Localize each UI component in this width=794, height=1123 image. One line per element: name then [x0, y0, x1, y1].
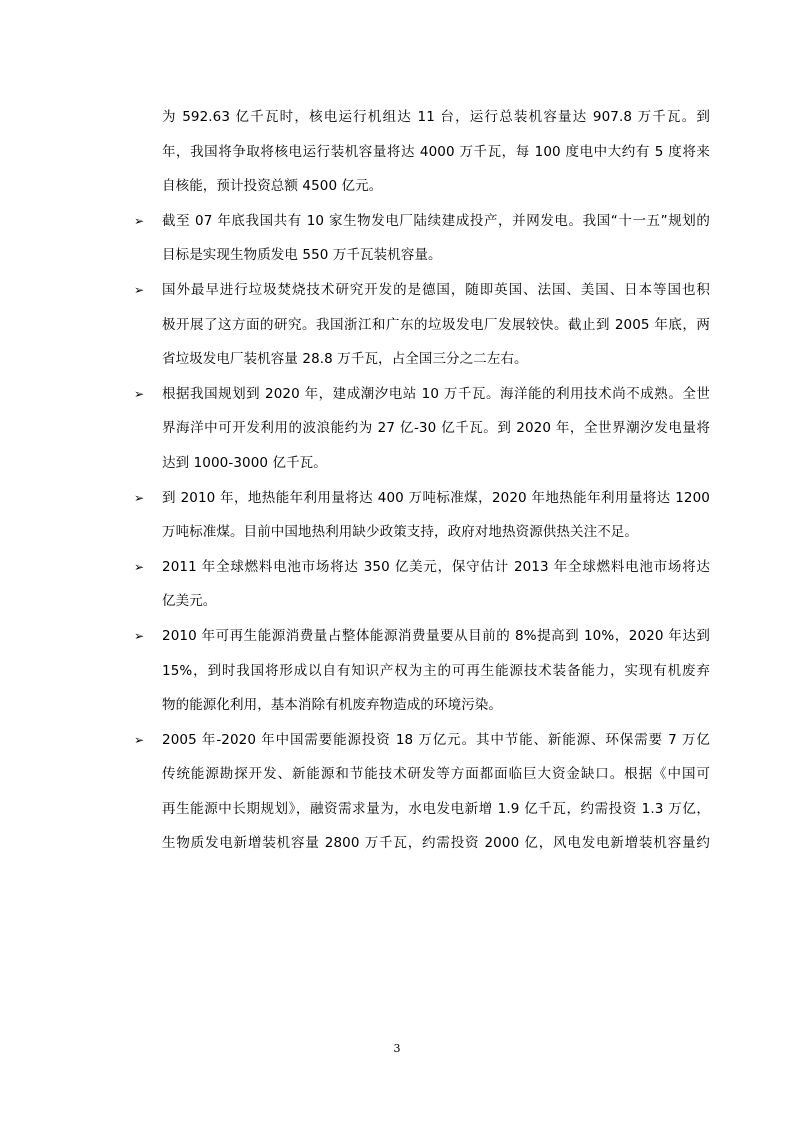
line-text: 到 2010 年，地热能年利用量将达 400 万吨标准煤，2020 年地热能年利用量将达 1200: [162, 489, 710, 506]
line-text: 2011 年全球燃料电池市场将达 350 亿美元，保守估计 2013 年全球燃料电池市场将达: [162, 558, 710, 575]
text-line: [130, 169, 710, 204]
line-text: 2005 年-2020 年中国需要能源投资 18 万亿元。其中节能、新能源、环保需要 7 万亿: [162, 731, 710, 748]
text-line: [130, 342, 710, 377]
line-text: 年，我国将争取将核电运行装机容量将达 4000 万千瓦，每 100 度电中大约有 5 度将来: [162, 143, 710, 160]
text-line: [130, 688, 710, 723]
text-line: [130, 204, 710, 239]
text-line: [130, 273, 710, 308]
text-line: [130, 654, 710, 689]
line-text: 物的能源化利用，基本消除有机废弃物造成的环境污染。: [162, 697, 502, 714]
text-line: [130, 100, 710, 135]
line-text: 亿美元。: [162, 593, 217, 610]
text-line: [130, 238, 710, 273]
text-line: [130, 550, 710, 585]
text-line: [130, 481, 710, 516]
line-text: 生物质发电新增装机容量 2800 万千瓦，约需投资 2000 亿，风电发电新增装机容量约: [162, 835, 710, 852]
text-line: [130, 757, 710, 792]
bullet-arrow-icon: ➢: [134, 732, 145, 747]
page-number: 3: [393, 1042, 401, 1055]
line-text: 万吨标准煤。目前中国地热利用缺少政策支持，政府对地热资源供热关注不足。: [162, 524, 638, 541]
bullet-arrow-icon: ➢: [134, 628, 145, 643]
text-line: [130, 792, 710, 827]
text-line: [130, 446, 710, 481]
line-text: 达到 1000-3000 亿千瓦。: [162, 454, 327, 471]
line-text: 极开展了这方面的研究。我国浙江和广东的垃圾发电厂发展较快。截止到 2005 年底，两: [162, 316, 710, 333]
text-line: [130, 723, 710, 758]
text-line: [130, 826, 710, 861]
text-line: [130, 377, 710, 412]
bullet-arrow-icon: ➢: [134, 559, 145, 574]
line-text: 15%，到时我国将形成以自有知识产权为主的可再生能源技术装备能力，实现有机废弃: [162, 662, 710, 679]
line-text: 国外最早进行垃圾焚烧技术研究开发的是德国，随即英国、法国、美国、日本等国也积: [162, 281, 710, 298]
line-text: 自核能，预计投资总额 4500 亿元。: [162, 178, 383, 195]
bullet-arrow-icon: ➢: [134, 282, 145, 297]
line-text: 传统能源勘探开发、新能源和节能技术研发等方面都面临巨大资金缺口。根据《中国可: [162, 766, 710, 783]
body-text: [130, 100, 710, 861]
bullet-arrow-icon: ➢: [134, 386, 145, 401]
text-line: [130, 619, 710, 654]
line-text: 2010 年可再生能源消费量占整体能源消费量要从目前的 8%提高到 10%，2020 年达到: [162, 627, 710, 644]
text-line: [130, 135, 710, 170]
bullet-arrow-icon: ➢: [134, 490, 145, 505]
text-line: [130, 411, 710, 446]
text-line: [130, 308, 710, 343]
line-text: 再生能源中长期规划》，融资需求量为，水电发电新增 1.9 亿千瓦，约需投资 1.3 万亿，: [162, 800, 710, 817]
line-text: 截至 07 年底我国共有 10 家生物发电厂陆续建成投产，并网发电。我国“十一五”规划的: [162, 212, 710, 229]
line-text: 为 592.63 亿千瓦时，核电运行机组达 11 台，运行总装机容量达 907.8 万千瓦。到: [162, 109, 710, 125]
line-text: 目标是实现生物质发电 550 万千瓦装机容量。: [162, 247, 442, 264]
text-line: [130, 515, 710, 550]
bullet-arrow-icon: ➢: [134, 213, 145, 228]
text-line: [130, 584, 710, 619]
line-text: 根据我国规划到 2020 年，建成潮汐电站 10 万千瓦。海洋能的利用技术尚不成熟。全世: [162, 385, 710, 402]
line-text: 界海洋中可开发利用的波浪能约为 27 亿-30 亿千瓦。到 2020 年，全世界潮汐发电量将: [162, 420, 710, 437]
line-text: 省垃圾发电厂装机容量 28.8 万千瓦，占全国三分之二左右。: [162, 351, 528, 368]
